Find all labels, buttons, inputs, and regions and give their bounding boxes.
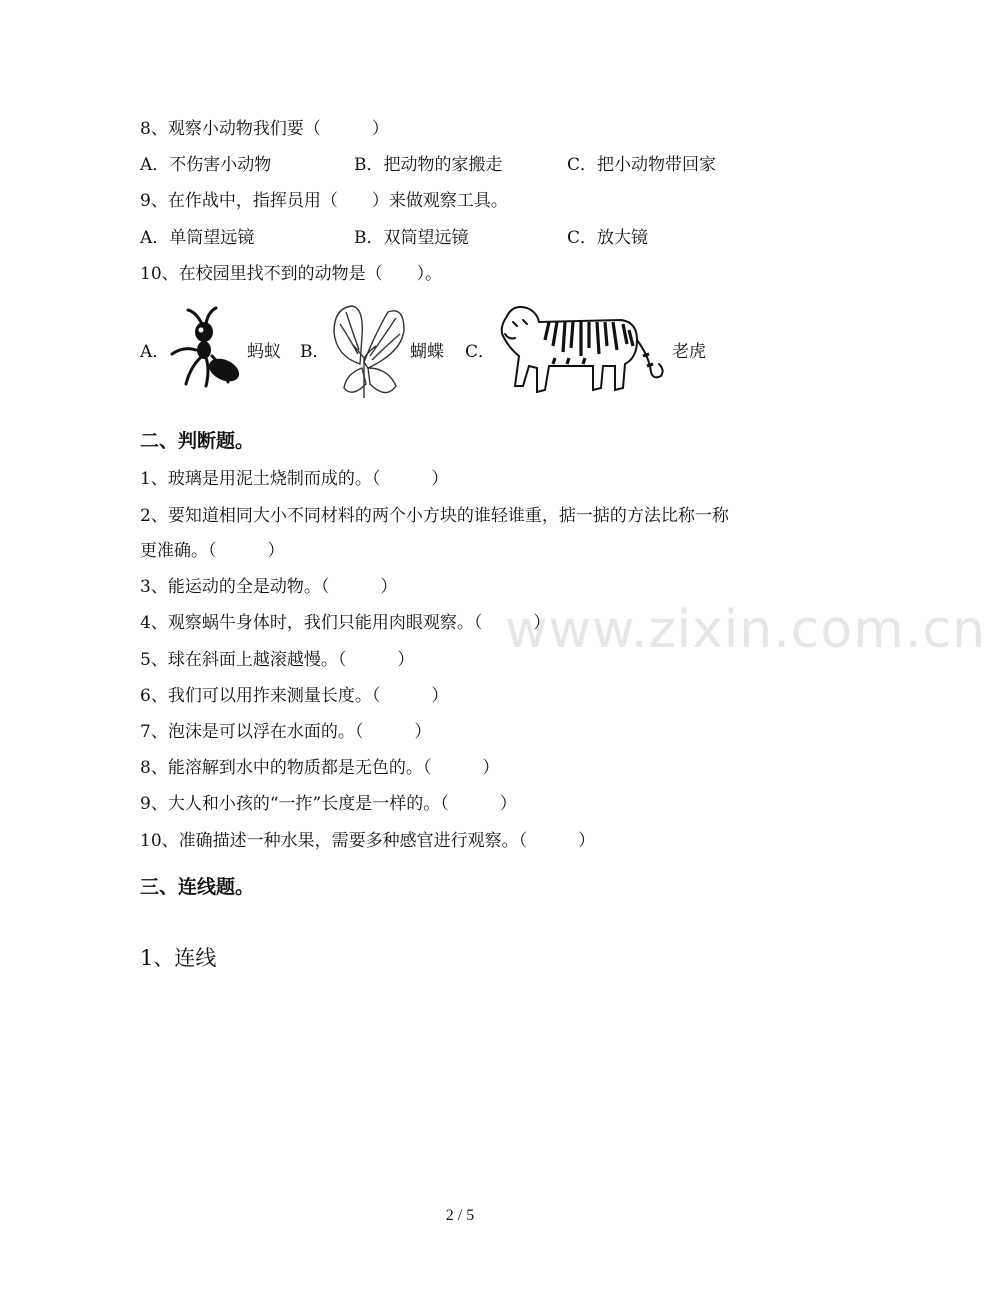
q9-option-a: A．单筒望远镜 (140, 228, 255, 248)
q9-option-b: B．双筒望远镜 (354, 228, 469, 248)
judge-item-8: 8、能溶解到水中的物质都是无色的。（ ） (140, 758, 500, 778)
judge-item-3: 3、能运动的全是动物。（ ） (140, 577, 398, 597)
butterfly-icon (326, 302, 408, 402)
judge-item-4: 4、观察蜗牛身体时，我们只能用肉眼观察。（ ） (140, 613, 551, 633)
q10-letter-a: A． (140, 342, 170, 362)
connect-question-1: 1、连线 (140, 946, 217, 970)
q10-letter-c: C． (465, 342, 496, 362)
q10-letter-b: B． (300, 342, 330, 362)
q8-option-a: A．不伤害小动物 (140, 155, 272, 175)
q10-name-b: 蝴蝶 (410, 342, 444, 362)
judge-item-9: 9、大人和小孩的“一拃”长度是一样的。（ ） (140, 794, 517, 814)
ant-icon (166, 306, 242, 390)
q9-option-c: C．放大镜 (567, 228, 649, 248)
judge-item-2: 2、要知道相同大小不同材料的两个小方块的谁轻谁重，掂一掂的方法比称一称 (140, 506, 729, 526)
section-3-heading: 三、连线题。 (140, 876, 255, 898)
question-10: 10、在校园里找不到的动物是（ ）。 (140, 264, 443, 284)
page-number: 2 / 5 (445, 1207, 475, 1224)
tiger-icon (493, 300, 667, 404)
q8-option-c: C．把小动物带回家 (567, 155, 717, 175)
judge-item-1: 1、玻璃是用泥土烧制而成的。（ ） (140, 469, 449, 489)
judge-item-5: 5、球在斜面上越滚越慢。（ ） (140, 650, 415, 670)
judge-item-10: 10、准确描述一种水果，需要多种感官进行观察。（ ） (140, 831, 596, 851)
watermark: www.zixin.com.cn (505, 600, 986, 660)
q10-name-c: 老虎 (672, 342, 706, 362)
section-2-heading: 二、判断题。 (140, 430, 255, 452)
judge-item-2-cont: 更准确。（ ） (140, 541, 285, 561)
question-9: 9、在作战中，指挥员用（ ）来做观察工具。 (140, 191, 508, 211)
question-8: 8、观察小动物我们要（ ） (140, 119, 389, 139)
q8-option-b: B．把动物的家搬走 (354, 155, 503, 175)
judge-item-6: 6、我们可以用拃来测量长度。（ ） (140, 686, 449, 706)
q10-name-a: 蚂蚁 (247, 342, 281, 362)
judge-item-7: 7、泡沫是可以浮在水面的。（ ） (140, 722, 432, 742)
